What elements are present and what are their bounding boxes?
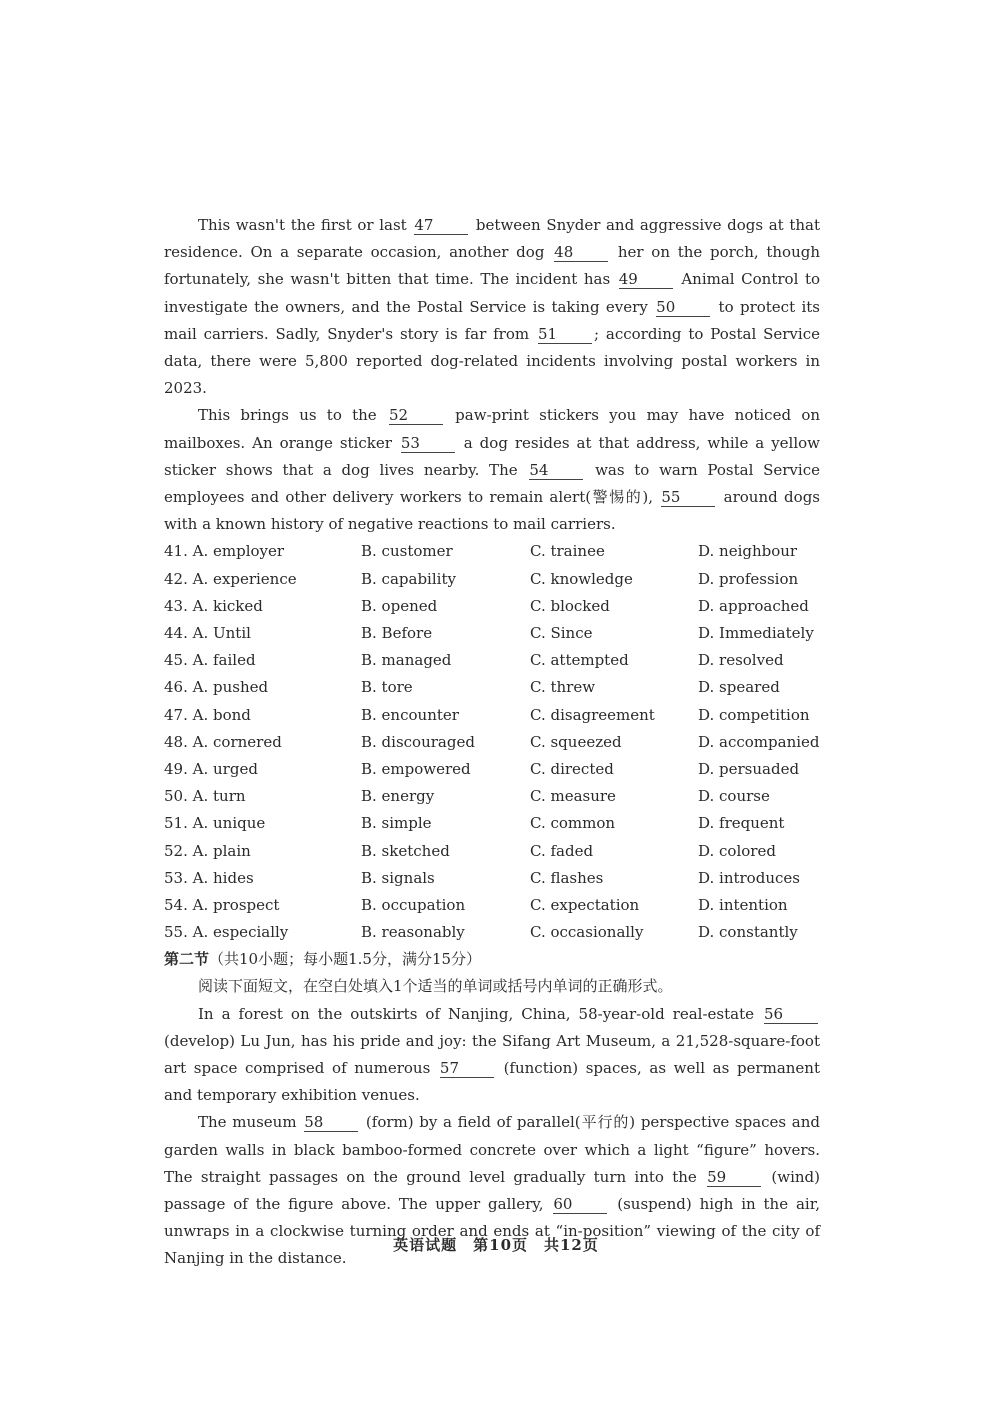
text-segment: (develop) Lu Jun, has his pride and joy: the Sifang Art Museum, a 21,528-square-foot art space comprised of numerous — [164, 1031, 820, 1078]
text-segment: her on the porch, though fortunately, she wasn't bitten that time. The incident has — [164, 243, 820, 289]
blank-52: 52 — [389, 406, 443, 425]
option-row-51: 51. A. unique B. simple C. common D. frequent — [164, 814, 785, 833]
text-segment: This wasn't the first or last — [198, 216, 413, 234]
section2-heading — [164, 946, 820, 973]
option-row-55: 55. A. especially B. reasonably C. occasionally D. constantly — [164, 923, 798, 942]
section2-instruction: 阅读下面短文，在空白处填入1个适当的单词或括号内单词的正确形式。 — [198, 977, 673, 996]
option-row-50: 50. A. turn B. energy C. measure D. course — [164, 787, 770, 806]
blank-48: 48 — [554, 243, 608, 262]
blank-58: 58 — [304, 1113, 358, 1132]
page-footer: 英语试题 第10页 共12页 — [393, 1236, 599, 1254]
option-row-41: 41. A. employer B. customer C. trainee D. neighbour — [164, 542, 798, 561]
blank-59: 59 — [707, 1168, 761, 1187]
text-segment: (form) by a field of parallel(平行的) perspective spaces and garden walls in black bamboo-formed concrete over which a light “figure” hovers. The straight passages on the ground level gradually turn into the — [164, 1113, 821, 1186]
blank-49: 49 — [619, 270, 673, 289]
text-segment: In a forest on the outskirts of Nanjing, China, 58-year-old real-estate — [198, 1004, 762, 1023]
exam-content — [164, 212, 820, 1273]
text-segment: between Snyder and aggressive dogs at that residence. On a separate occasion, another dog — [164, 216, 820, 262]
text-segment: a dog resides at that address, while a yellow sticker shows that a dog lives nearby. The — [164, 433, 821, 479]
blank-50: 50 — [656, 298, 710, 317]
option-row-45: 45. A. failed B. managed C. attempted D. resolved — [164, 651, 784, 670]
option-row-43: 43. A. kicked B. opened C. blocked D. approached — [164, 596, 809, 615]
option-row-49: 49. A. urged B. empowered C. directed D. persuaded — [164, 759, 800, 778]
option-row-44: 44. A. Until B. Before C. Since D. Immediately — [164, 624, 814, 642]
text-segment: to protect its mail carriers. Sadly, Snyder's story is far from — [164, 297, 820, 343]
option-row-48: 48. A. cornered B. discouraged C. squeezed D. accompanied — [164, 732, 820, 751]
blank-51: 51 — [538, 325, 592, 344]
section2-title: 第二节 — [164, 950, 210, 969]
passage1-paragraph2 — [164, 402, 820, 538]
option-row-46: 46. A. pushed B. tore C. threw D. speared — [164, 678, 780, 697]
blank-60: 60 — [553, 1195, 607, 1214]
option-row-53: 53. A. hides B. signals C. flashes D. introduces — [164, 868, 800, 887]
blank-47: 47 — [414, 216, 468, 235]
section2-scoring: （共10小题；每小题1.5分，满分15分） — [209, 950, 482, 969]
option-row-47: 47. A. bond B. encounter C. disagreement D. competition — [164, 705, 810, 724]
text-segment: was to warn Postal Service employees and other delivery workers to remain alert(警惕的), — [164, 460, 820, 507]
blank-55: 55 — [661, 488, 715, 507]
option-row-54: 54. A. prospect B. occupation C. expectation D. intention — [164, 895, 788, 914]
options-list — [164, 538, 820, 946]
text-segment: ; according to Postal Service data, there were 5,800 reported dog-related incidents involving postal workers in 2023. — [164, 324, 820, 398]
option-row-42: 42. A. experience B. capability C. knowledge D. profession — [164, 569, 799, 588]
blank-56: 56 — [764, 1005, 818, 1024]
text-segment: (function) spaces, as well as permanent and temporary exhibition venues. — [164, 1059, 820, 1105]
blank-57: 57 — [440, 1059, 494, 1078]
passage1-paragraph1 — [164, 212, 820, 402]
text-segment: The museum — [198, 1113, 303, 1132]
text-segment: (wind) passage of the figure above. The upper gallery, — [164, 1167, 820, 1214]
blank-53: 53 — [401, 434, 455, 453]
text-segment: This brings us to the — [198, 406, 387, 425]
text-segment: paw-print stickers you may have noticed on mailboxes. An orange sticker — [164, 406, 821, 452]
blank-54: 54 — [529, 461, 583, 480]
option-row-52: 52. A. plain B. sketched C. faded D. colored — [164, 841, 776, 860]
text-segment: Animal Control to investigate the owners, and the Postal Service is taking every — [164, 270, 821, 316]
passage2-paragraph1 — [164, 1001, 820, 1110]
text-segment: around dogs with a known history of negative reactions to mail carriers. — [164, 488, 820, 534]
text-segment: (suspend) high in the air, unwraps in a clockwise turning order and ends at “in-position” viewing of the city of Nanjing in the distance. — [164, 1195, 820, 1268]
